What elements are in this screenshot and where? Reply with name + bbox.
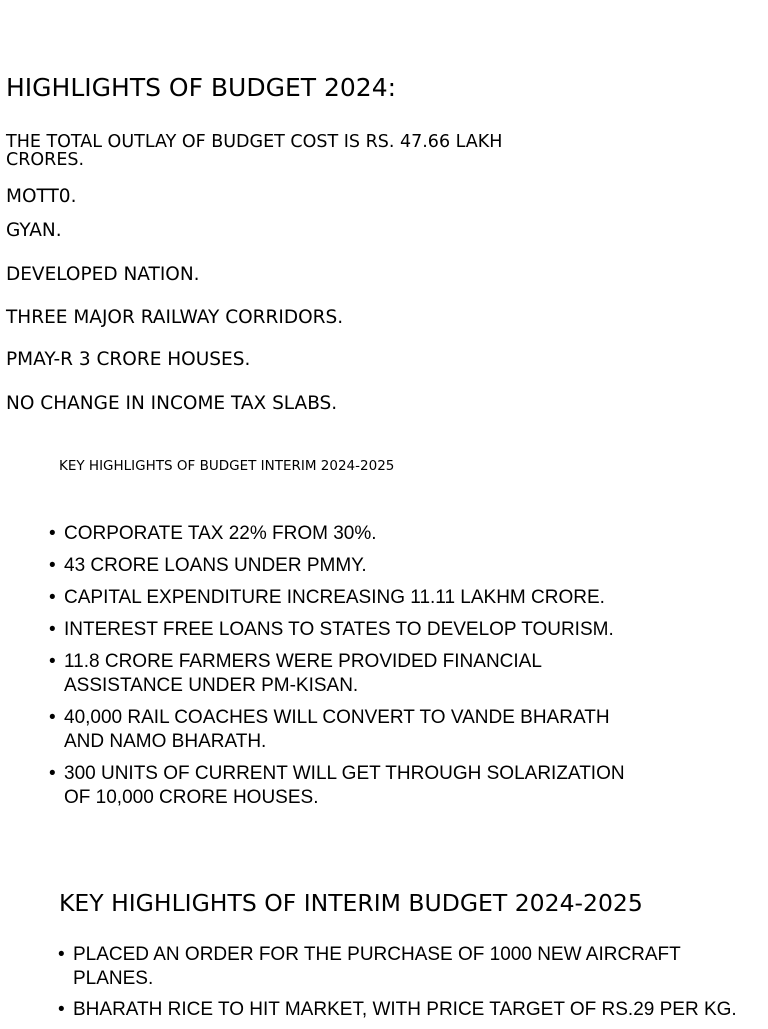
list-item-text: 40,000 RAIL COACHES WILL CONVERT TO VANDE BHARATH AND NAMO BHARATH. xyxy=(64,707,610,752)
list-item-text: 300 UNITS OF CURRENT WILL GET THROUGH SOLARIZATION OF 10,000 CRORE HOUSES. xyxy=(64,763,625,808)
list-item xyxy=(58,943,738,991)
list-item-text: BHARATH RICE TO HIT MARKET, WITH PRICE TARGET OF RS.29 PER KG. xyxy=(73,999,737,1020)
section2-list xyxy=(58,943,738,1029)
page-title: HIGHLIGHTS OF BUDGET 2024: xyxy=(6,73,397,102)
bullet-icon: • xyxy=(58,944,65,965)
list-item-text: CAPITAL EXPENDITURE INCREASING 11.11 LAKHM CRORE. xyxy=(64,587,605,608)
bullet-icon: • xyxy=(49,619,56,640)
bullet-icon: • xyxy=(49,707,56,728)
list-item xyxy=(49,522,649,546)
point-pmay-houses: PMAY-R 3 CRORE HOUSES. xyxy=(6,349,251,370)
list-item-text: PLACED AN ORDER FOR THE PURCHASE OF 1000 NEW AIRCRAFT PLANES. xyxy=(73,944,681,989)
point-gyan: GYAN. xyxy=(6,220,62,241)
list-item xyxy=(49,618,649,642)
list-item xyxy=(49,706,649,754)
bullet-icon: • xyxy=(49,587,56,608)
section2-heading: KEY HIGHLIGHTS OF INTERIM BUDGET 2024-2025 xyxy=(59,889,643,917)
list-item-text: INTEREST FREE LOANS TO STATES TO DEVELOP TOURISM. xyxy=(64,619,614,640)
point-total-outlay: THE TOTAL OUTLAY OF BUDGET COST IS RS. 47.66 LAKH CRORES. xyxy=(6,132,503,170)
bullet-icon: • xyxy=(49,763,56,784)
list-item xyxy=(49,554,649,578)
bullet-icon: • xyxy=(49,523,56,544)
list-item-text: 11.8 CRORE FARMERS WERE PROVIDED FINANCIAL ASSISTANCE UNDER PM-KISAN. xyxy=(64,651,542,696)
section1-heading: KEY HIGHLIGHTS OF BUDGET INTERIM 2024-2025 xyxy=(59,458,395,474)
bullet-icon: • xyxy=(49,555,56,576)
section1-list xyxy=(49,522,649,818)
list-item xyxy=(58,998,738,1022)
list-item xyxy=(49,586,649,610)
point-developed-nation: DEVELOPED NATION. xyxy=(6,264,200,285)
list-item-text: 43 CRORE LOANS UNDER PMMY. xyxy=(64,555,367,576)
bullet-icon: • xyxy=(49,651,56,672)
point-motto: MOTT0. xyxy=(6,186,77,207)
point-income-tax: NO CHANGE IN INCOME TAX SLABS. xyxy=(6,393,338,414)
point-railway-corridors: THREE MAJOR RAILWAY CORRIDORS. xyxy=(6,307,344,328)
list-item xyxy=(49,762,649,810)
list-item xyxy=(49,650,649,698)
list-item-text: CORPORATE TAX 22% FROM 30%. xyxy=(64,523,377,544)
bullet-icon: • xyxy=(58,999,65,1020)
